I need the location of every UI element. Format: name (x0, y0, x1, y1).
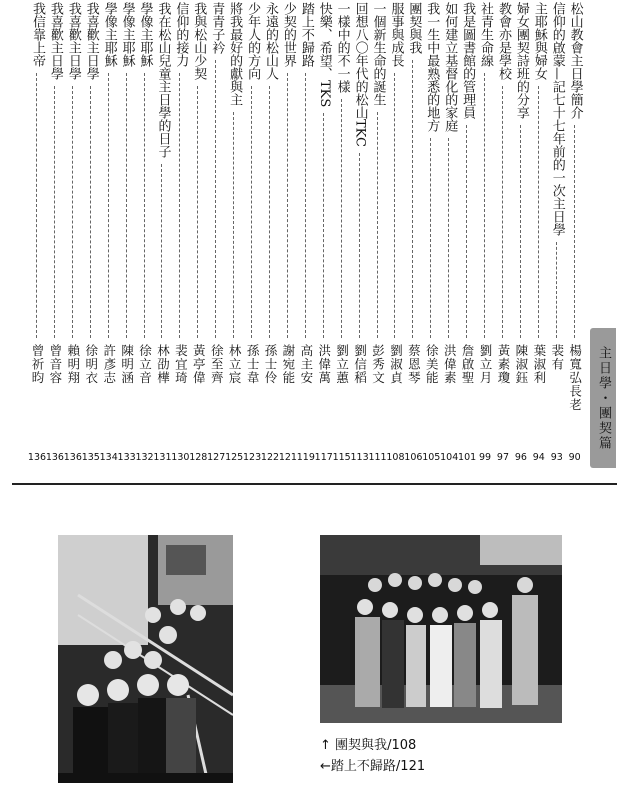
toc-entry (45, 0, 64, 468)
toc-author: 洪偉萬 (316, 344, 332, 385)
toc-page-number: 97 (496, 452, 510, 463)
toc-author: 林立宸 (227, 344, 243, 385)
toc-title: 我在松山兒童主日學的日子 (155, 2, 171, 158)
toc-title: 社青生命線 (478, 2, 494, 67)
toc-page-number: 130 (171, 452, 190, 463)
toc-author: 葉淑利 (531, 344, 547, 385)
toc-leader-dots (36, 73, 37, 338)
toc-author: 孫士伶 (262, 344, 278, 385)
toc-entry (386, 0, 405, 468)
toc-page-number: 117 (314, 452, 333, 463)
toc-author: 裴宜琦 (173, 344, 189, 385)
toc-entry (332, 0, 351, 468)
toc-entry (99, 0, 118, 468)
toc-entry (350, 0, 369, 468)
toc-author: 曾祈昀 (30, 344, 45, 385)
toc-author: 裴有 (549, 344, 565, 371)
toc-page-number: 113 (350, 452, 369, 463)
toc-leader-dots (538, 86, 539, 338)
toc-author: 劉立月 (478, 344, 494, 385)
toc-page-number: 125 (225, 452, 244, 463)
toc-author: 彭秀文 (370, 344, 386, 385)
toc-leader-dots (359, 153, 360, 338)
toc-leader-dots (72, 86, 73, 338)
toc-leader-dots (251, 86, 252, 338)
section-divider (12, 483, 617, 485)
toc-leader-dots (305, 73, 306, 338)
toc-entry (27, 0, 47, 468)
toc-leader-dots (341, 99, 342, 338)
toc-leader-dots (448, 138, 449, 338)
toc-entry (368, 0, 387, 468)
toc-page-number: 136 (27, 452, 47, 463)
toc-page-number: 105 (422, 452, 441, 463)
toc-title: 永遠的松山人 (262, 2, 278, 80)
toc-entry (171, 0, 190, 468)
toc-page-number: 106 (404, 452, 423, 463)
toc-page-number: 111 (368, 452, 387, 463)
caption-2-title: 踏上不歸路 (330, 759, 396, 774)
toc-page-number: 96 (514, 452, 527, 463)
section-tab: 主日學・團契篇 (590, 328, 616, 468)
toc-page-number: 122 (260, 452, 280, 463)
toc-title: 服事與成長 (388, 2, 404, 67)
toc-author: 林劭樺 (155, 344, 171, 385)
toc-author: 謝宛能 (280, 344, 296, 385)
toc-title: 我與松山少契 (191, 2, 207, 80)
toc-title: 團契與我 (406, 2, 422, 54)
toc-author: 高主安 (298, 344, 314, 385)
toc-title: 松山教會主日學簡介 (567, 2, 583, 119)
caption-2-page: /121 (395, 759, 426, 774)
caption-1 (320, 737, 416, 755)
toc-title: 我喜歡主日學 (47, 2, 63, 80)
toc-page-number: 119 (296, 452, 315, 463)
toc-leader-dots (412, 60, 413, 338)
toc-title: 一個新生命的誕生 (370, 2, 386, 106)
toc-page-number: 135 (81, 452, 100, 463)
toc-leader-dots (108, 73, 109, 338)
toc-entry (550, 0, 564, 468)
toc-leader-dots (233, 112, 234, 338)
toc-author: 徐美能 (424, 344, 440, 385)
toc-leader-dots (90, 86, 91, 338)
toc-entry (225, 0, 244, 468)
toc-author: 陳淑鈺 (513, 344, 529, 385)
toc-author: 蔡恩琴 (406, 344, 422, 385)
toc-title: 我喜歡主日學 (83, 2, 99, 80)
toc-page-number: 93 (550, 452, 563, 463)
toc-title: 信仰的接力 (173, 2, 189, 67)
toc-author: 楊寬弘長老 (567, 344, 583, 412)
toc-page-number: 90 (568, 452, 581, 463)
toc-page-number: 108 (386, 452, 405, 463)
toc-page-number: 136 (45, 452, 64, 463)
toc-leader-dots (161, 164, 162, 338)
toc-title: 踏上不歸路 (298, 2, 314, 67)
toc-page-number: 132 (135, 452, 154, 463)
toc-author: 詹啟聖 (460, 344, 476, 385)
photo-fellowship-stairs (58, 535, 233, 783)
toc-entry (153, 0, 172, 468)
toc-title: 學像主耶穌 (119, 2, 135, 67)
toc-page-number: 115 (332, 452, 351, 463)
toc-author: 洪偉素 (442, 344, 458, 385)
toc-leader-dots (269, 86, 270, 338)
toc-entry (63, 0, 82, 468)
caption-1-title: 團契與我 (335, 738, 388, 753)
toc-title: 學像主耶穌 (101, 2, 117, 67)
toc-entry (532, 0, 546, 468)
toc-entry (135, 0, 154, 468)
toc-page-number: 131 (153, 452, 172, 463)
toc-page-number: 136 (63, 452, 82, 463)
toc-author: 徐立音 (137, 344, 153, 385)
toc-title: 快樂、希望、TKS (316, 2, 332, 108)
caption-1-page: /108 (387, 738, 417, 753)
toc-entry (207, 0, 226, 468)
toc-author: 徐至齊 (209, 344, 225, 385)
toc-title: 我信靠上帝 (30, 2, 45, 67)
toc-page-number: 104 (440, 452, 459, 463)
toc-page-number: 123 (242, 452, 262, 463)
toc-leader-dots (466, 125, 467, 338)
toc-entry (260, 0, 280, 468)
toc-entry (514, 0, 528, 468)
toc-author: 劉淑貞 (388, 344, 404, 385)
toc-page-number: 94 (532, 452, 545, 463)
toc-entry (440, 0, 459, 468)
toc-title: 將我最好的獻與主 (227, 2, 243, 106)
toc-title: 如何建立基督化的家庭 (442, 2, 458, 132)
toc-leader-dots (287, 73, 288, 338)
toc-entry (496, 0, 510, 468)
toc-leader-dots (394, 73, 395, 338)
toc-page-number: 101 (458, 452, 477, 463)
arrow-up-icon: ↑ (320, 738, 331, 753)
table-of-contents (27, 0, 583, 468)
toc-author: 徐明衣 (83, 344, 99, 385)
toc-author: 劉信稻 (352, 344, 368, 385)
toc-title: 主耶穌與婦女 (531, 2, 547, 80)
toc-leader-dots (520, 125, 521, 338)
toc-leader-dots (144, 73, 145, 338)
toc-title: 我一生中最熟悉的地方 (424, 2, 440, 132)
toc-title: 我是圖書館的管理員 (460, 2, 476, 119)
toc-entry (568, 0, 582, 468)
toc-leader-dots (556, 242, 557, 338)
toc-leader-dots (574, 125, 575, 338)
toc-author: 黃素瓊 (495, 344, 511, 385)
toc-title: 少年人的方向 (245, 2, 261, 80)
toc-leader-dots (484, 73, 485, 338)
toc-page-number: 128 (189, 452, 208, 463)
toc-entry (296, 0, 315, 468)
toc-entry (81, 0, 100, 468)
toc-page-number: 133 (117, 452, 136, 463)
toc-author: 黃亭偉 (191, 344, 207, 385)
toc-entry (478, 0, 492, 468)
toc-entry (422, 0, 441, 468)
toc-page-number: 127 (207, 452, 226, 463)
toc-title: 一樣中的不一樣 (334, 2, 350, 93)
toc-entry (278, 0, 297, 468)
toc-title: 回想八〇年代的松山TKC (352, 2, 368, 147)
caption-2 (320, 758, 425, 776)
toc-author: 陳明涵 (119, 344, 135, 385)
toc-leader-dots (197, 86, 198, 338)
toc-leader-dots (54, 86, 55, 338)
toc-leader-dots (502, 86, 503, 338)
toc-title: 我喜歡主日學 (65, 2, 81, 80)
toc-entry (242, 0, 262, 468)
photo-fellowship-group (320, 535, 562, 723)
toc-page-number: 121 (278, 452, 297, 463)
toc-author: 曾音容 (47, 344, 63, 385)
toc-leader-dots (430, 138, 431, 338)
toc-entry (189, 0, 208, 468)
toc-entry (314, 0, 333, 468)
toc-title: 學像主耶穌 (137, 2, 153, 67)
toc-leader-dots (126, 73, 127, 338)
toc-title: 青青子衿 (209, 2, 225, 54)
toc-author: 劉立蕙 (334, 344, 350, 385)
toc-author: 孫士韋 (245, 344, 261, 385)
toc-author: 許彥志 (101, 344, 117, 385)
toc-entry (458, 0, 477, 468)
toc-entry (117, 0, 136, 468)
toc-title: 信仰的啟蒙—記七十七年前的一次主日學 (549, 2, 565, 236)
toc-page-number: 99 (479, 452, 492, 463)
toc-leader-dots (215, 60, 216, 338)
toc-entry (404, 0, 423, 468)
toc-author: 賴明翔 (65, 344, 81, 385)
toc-title: 婦女團契詩班的分享 (513, 2, 529, 119)
toc-page-number: 134 (99, 452, 118, 463)
toc-leader-dots (179, 73, 180, 338)
toc-leader-dots (323, 113, 324, 338)
arrow-left-icon: ← (320, 759, 331, 774)
toc-title: 教會亦是學校 (495, 2, 511, 80)
toc-title: 少契的世界 (280, 2, 296, 67)
toc-leader-dots (377, 112, 378, 338)
